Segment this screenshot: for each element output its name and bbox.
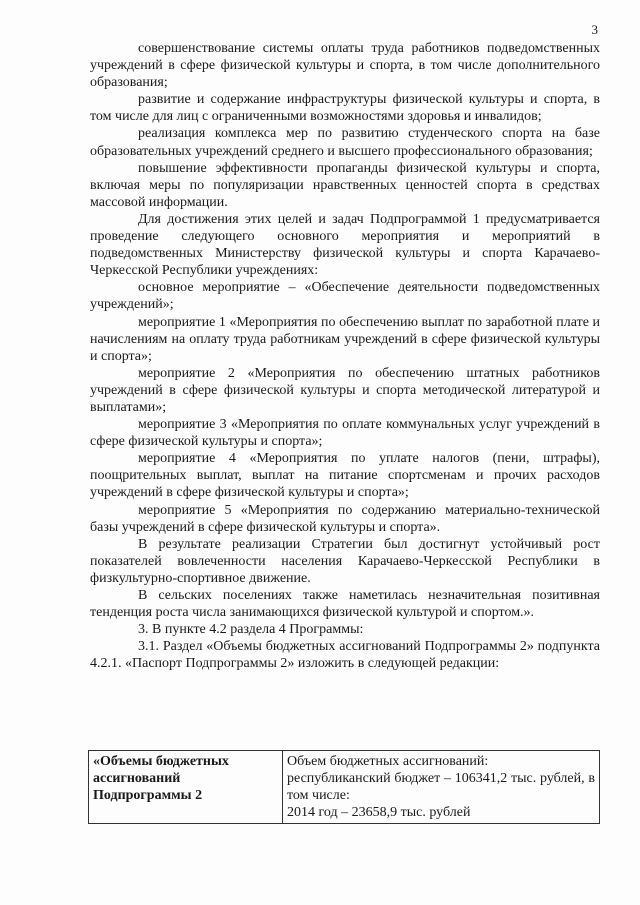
table-cell-value — [283, 751, 600, 824]
page-number: 3 — [591, 22, 598, 37]
paragraph: мероприятие 3 «Мероприятия по оплате коммунальных услуг учреждений в сфере физической культуры и спорта»; — [90, 417, 600, 450]
paragraph: мероприятие 5 «Мероприятия по содержанию материально-технической базы учреждений в сфере физической культуры и спорта». — [90, 502, 600, 535]
paragraph: реализация комплекса мер по развитию студенческого спорта на базе образовательных учреждений среднего и высшего профессионального образования; — [90, 126, 600, 159]
paragraph: 3. В пункте 4.2 раздела 4 Программы: — [138, 622, 364, 638]
table-cell-line: Объем бюджетных ассигнований: — [287, 754, 489, 769]
paragraph: мероприятие 2 «Мероприятия по обеспечению штатных работников учреждений в сфере физической культуры и спорта методической литературой и выплатами»; — [90, 365, 600, 415]
paragraph: Для достижения этих целей и задач Подпрограммой 1 предусматривается проведение следующего основного мероприятия и мероприятий в подведомственных Министерству физической культуры и спорта Карачаево-Черкесской Республики учреждениях: — [90, 211, 600, 279]
table-cell-line: 2014 год – 23658,9 тыс. рублей — [287, 805, 471, 820]
paragraph: развитие и содержание инфраструктуры физической культуры и спорта, в том числе для лиц с ограниченными возможностями здоровья и инвалидов; — [90, 92, 600, 125]
table-cell-line: республиканский бюджет – 106341,2 тыс. рублей, в том числе: — [287, 771, 595, 803]
paragraph: В сельских поселениях также наметилась незначительная позитивная тенденция роста числа занимающихся физической культурой и спортом.». — [90, 588, 600, 621]
paragraph: В результате реализации Стратегии был достигнут устойчивый рост показателей вовлеченности населения Карачаево-Черкесской Республики в физкультурно-спортивное движение. — [90, 536, 600, 586]
paragraph: 3.1. Раздел «Объемы бюджетных ассигнований Подпрограммы 2» подпункта 4.2.1. «Паспорт Подпрограммы 2» изложить в следующей редакции: — [90, 639, 600, 672]
paragraph: мероприятие 1 «Мероприятия по обеспечению выплат по заработной плате и начислениям на оплату труда работникам учреждений в сфере физической культуры и спорта»; — [90, 314, 600, 364]
paragraph: совершенствование системы оплаты труда работников подведомственных учреждений в сфере физической культуры и спорта, в том числе дополнительного образования; — [90, 41, 600, 91]
passport-table — [88, 750, 600, 824]
paragraph: повышение эффективности пропаганды физической культуры и спорта, включая меры по популяризации нравственных ценностей спорта в средствах массовой информации. — [90, 160, 600, 210]
table-row — [89, 751, 600, 824]
paragraph: мероприятие 4 «Мероприятия по уплате налогов (пени, штрафы), поощрительных выплат, выплат на питание спортсменам и прочих расходов учреждений в сфере физической культуры и спорта»; — [90, 451, 600, 501]
document-body — [90, 40, 600, 672]
passport-table-wrapper — [88, 750, 600, 824]
table-cell-heading: «Объемы бюджетных ассигнований Подпрограммы 2 — [89, 751, 283, 824]
paragraph: основное мероприятие – «Обеспечение деятельности подведомственных учреждений»; — [90, 280, 600, 313]
